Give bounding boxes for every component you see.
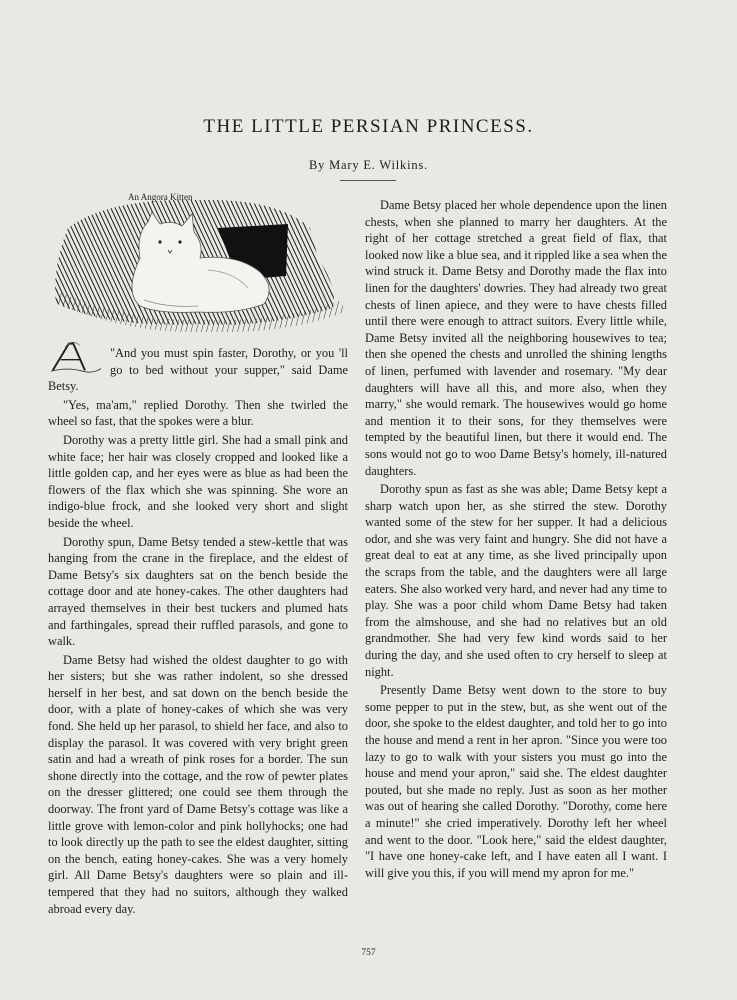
paragraph-text: "And you must spin faster, Dorothy, or you 'll go to bed without your supper," said Dame Betsy.	[48, 346, 348, 394]
title-divider	[340, 180, 396, 181]
byline: By Mary E. Wilkins.	[309, 158, 428, 172]
story-title: THE LITTLE PERSIAN PRINCESS.	[203, 116, 534, 137]
left-column	[48, 345, 348, 919]
right-column	[365, 197, 667, 883]
paragraph: Dorothy was a pretty little girl. She had a small pink and white face; her hair was closely cropped and looked like a little golden cap, and her eyes were as blue as had been the flowers of the flax which she was spinning. She wore an indigo-blue frock, and she looked very short and slight beside the wheel.	[48, 432, 348, 530]
opening-paragraph	[48, 345, 348, 395]
paragraph: Dorothy spun as fast as she was able; Dame Betsy kept a sharp watch upon her, as she stirred the stew. Dorothy wanted some of the stew for her supper. It had a delicious odor, and she was very faint and hungry. She did not have a great deal to eat at any time, as she lived principally upon the scraps from the table, and the daughters were all large eaters. She also worked very hard, and never had any time to play. She was a poor child whom Dame Betsy had taken from the almshouse, and she had no relatives but an old grandmother. She had very few kind words said to her during the day, and she used often to cry herself to sleep at night.	[365, 482, 667, 679]
paragraph: Dorothy spun, Dame Betsy tended a stew-kettle that was hanging from the crane in the fireplace, and the eldest of Dame Betsy's six daughters sat on the bench beside the cottage door and ate honey-cakes. The other daughters had arrayed themselves in their best tuckers and plumed hats and farthingales, spread their ruffled parasols, and gone to walk.	[48, 534, 348, 649]
page-number: 757	[361, 948, 376, 958]
paragraph: Dame Betsy placed her whole dependence upon the linen chests, when she planned to marry her daughters. At the right of her cottage stretched a great field of flax, that looked now like a blue sea, and it rippled like a sea when the wind struck it. Dame Betsy and Dorothy made the flax into linen for the daughters' dowries. They had already two great chests of linen apiece, and they were to have chests filled until there were enough to attract suitors. Every little while, Dame Betsy invited all the neighboring housewives to tea; then she opened the chests and unrolled the shining lengths of linen, perfumed with lavender and rosemary. "My dear daughters will have all this, and more also, when they marry," she would remark. The housewives would go home and mention it to their sons, for they themselves were tempted by the beautiful linen, but there it would end. The sons would not go to woo Dame Betsy's homely, ill-natured daughters.	[365, 198, 667, 478]
paragraph: Presently Dame Betsy went down to the store to buy some pepper to put in the stew, but, as she went out of the door, she spoke to the eldest daughter, and told her to go into the house and mend a rent in her apron. "Since you were too lazy to go to walk with your sisters you must go into the house and mend your apron," said she. The eldest daughter pouted, but she made no reply. Just as soon as her mother was out of hearing she called Dorothy. "Dorothy, come here a minute!" she cried imperatively. Dorothy left her wheel and went to the door. "Look here," said the eldest daughter, "I have one honey-cake left, and I have eaten all I want. I will give you this, if you will mend my apron for me."	[365, 683, 667, 880]
cat-illustration	[48, 188, 348, 334]
paragraph: Dame Betsy had wished the oldest daughter to go with her sisters; but she was rather indolent, so she dressed herself in her best, and sat down on the bench beside the door, with a plate of honey-cakes of which she was very fond. She held up her parasol, to shield her face, and also to display the parasol. It was covered with very bright green satin and had a wreath of pink roses for a border. The sun shone directly into the cottage, and the row of pewter plates on the dresser glittered; one could see them through the doorway. The front yard of Dame Betsy's cottage was like a little grove with lemon-color and pink hollyhocks; one had to look directly up the path to see the eldest daughter, sitting on the bench, eating honey-cakes. She was a very homely girl. All Dame Betsy's daughters were so plain and ill-tempered that they had no suitors, although they walked abroad every day.	[48, 652, 348, 916]
decorative-drop-cap-A	[46, 340, 106, 374]
paragraph: "Yes, ma'am," replied Dorothy. Then she twirled the wheel so fast, that the spokes were a blur.	[48, 397, 348, 429]
illustration-caption: An Angora Kitten	[128, 192, 193, 202]
